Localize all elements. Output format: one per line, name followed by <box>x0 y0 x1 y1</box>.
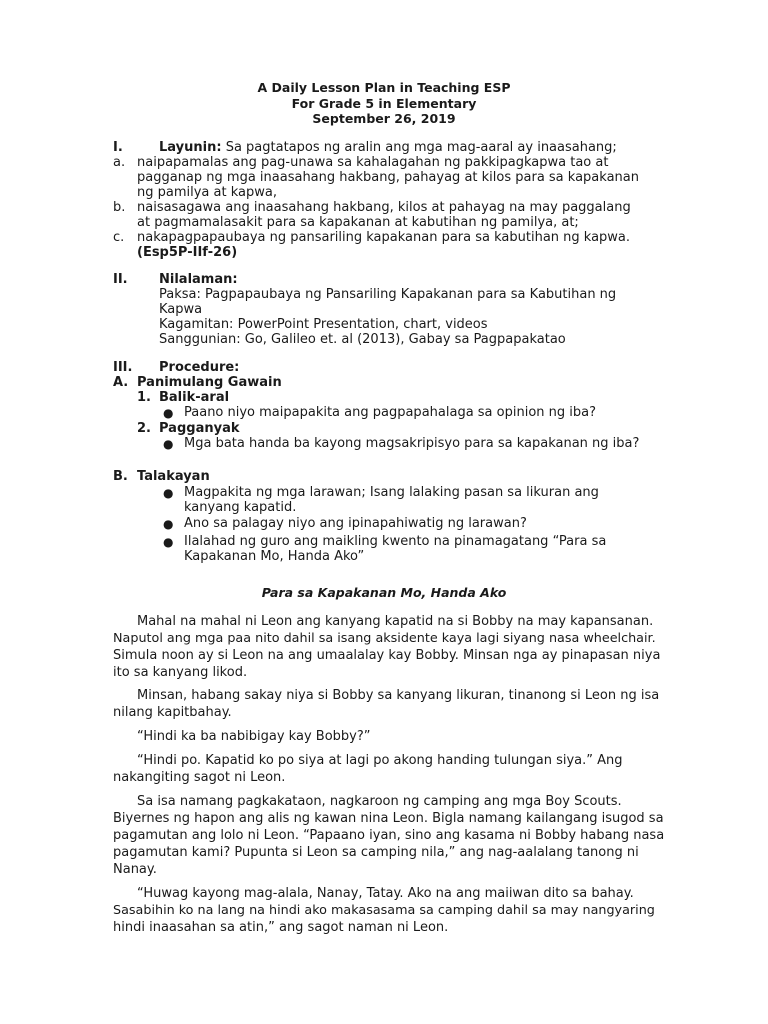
bullet-icon: ● <box>163 517 174 531</box>
story-p5-line-5: Nanay. <box>113 862 157 877</box>
objective-a-line-1: naipapamalas ang pag-unawa sa kahalagahan ng pakkipagkapwa tao at <box>137 155 609 170</box>
section-number-ii: II. <box>113 272 128 287</box>
content-materials: Kagamitan: PowerPoint Presentation, chart, videos <box>159 317 488 332</box>
story-p6-line-3: hindi inaasahan sa atin,” ang sagot naman ni Leon. <box>113 920 449 935</box>
objectives-heading: Layunin: <box>159 140 222 155</box>
document-title: A Daily Lesson Plan in Teaching ESP <box>257 80 511 95</box>
story-p5-line-3: pagamutan ang lolo ni Leon. “Papaano iyan, sino ang kasama ni Bobby habang nasa <box>113 828 665 843</box>
bullet-icon: ● <box>163 406 174 420</box>
story-title: Para sa Kapakanan Mo, Handa Ako <box>261 585 507 600</box>
section-b-marker: B. <box>113 469 128 484</box>
section-a-marker: A. <box>113 375 129 390</box>
story-p3-line-1: “Hindi ka ba nabibigay kay Bobby?” <box>137 729 371 744</box>
bullet-icon: ● <box>163 486 174 500</box>
story-p6-line-1: “Huwag kayong mag-alala, Nanay, Tatay. Ako na ang maiiwan dito sa bahay. <box>137 886 634 901</box>
document-date: September 26, 2019 <box>312 111 456 126</box>
story-p1-line-4: ito sa kanyang likod. <box>113 665 248 680</box>
story-p1-line-1: Mahal na mahal ni Leon ang kanyang kapatid na si Bobby na may kapansanan. <box>137 614 654 629</box>
sub2-marker: 2. <box>137 421 151 436</box>
objective-c-marker: c. <box>113 230 125 245</box>
sub2-title: Pagganyak <box>159 421 240 436</box>
content-references: Sanggunian: Go, Galileo et. al (2013), Gabay sa Pagpapakatao <box>159 332 566 347</box>
curriculum-code: (Esp5P-IIf-26) <box>137 245 238 260</box>
content-topic-line-2: Kapwa <box>159 302 203 317</box>
story-p2-line-1: Minsan, habang sakay niya si Bobby sa kanyang likuran, tinanong si Leon ng isa <box>137 688 660 703</box>
story-p1-line-3: Simula noon ay si Leon na ang umaalalay kay Bobby. Minsan nga ay pinapasan niya <box>113 648 661 663</box>
sub2-bullet-text: Mga bata handa ba kayong magsakripisyo para sa kapakanan ng iba? <box>184 436 640 451</box>
story-p5-line-4: pagamutan kami? Pupunta si Leon sa camping nila,” ang nag-aalalang tanong ni <box>113 845 639 860</box>
objectives-intro: Sa pagtatapos ng aralin ang mga mag-aaral ay inaasahang; <box>221 140 617 155</box>
objective-a-line-3: ng pamilya at kapwa, <box>137 185 277 200</box>
objective-a-marker: a. <box>113 155 126 170</box>
talakayan-bullet-3-line-1: Ilalahad ng guro ang maikling kwento na pinamagatang “Para sa <box>184 534 607 549</box>
talakayan-bullet-2: Ano sa palagay niyo ang ipinapahiwatig ng larawan? <box>184 516 527 531</box>
sub1-marker: 1. <box>137 390 151 405</box>
story-p1-line-2: Naputol ang mga paa nito dahil sa isang aksidente kaya lagi siyang nasa wheelchair. <box>113 631 656 646</box>
bullet-icon: ● <box>163 437 174 451</box>
content-topic-line-1: Paksa: Pagpapaubaya ng Pansariling Kapakanan para sa Kabutihan ng <box>159 287 617 302</box>
section-number-iii: III. <box>113 360 133 375</box>
story-p4-line-2: nakangiting sagot ni Leon. <box>113 770 286 785</box>
objective-b-line-2: at pagmamalasakit para sa kapakanan at kabutihan ng pamilya, at; <box>137 215 579 230</box>
procedure-heading: Procedure: <box>159 360 240 375</box>
objective-b-marker: b. <box>113 200 126 215</box>
content-heading: Nilalaman: <box>159 272 238 287</box>
section-number-i: I. <box>113 140 123 155</box>
story-p6-line-2: Sasabihin ko na lang na hindi ako makasasama sa camping dahil sa may nangyaring <box>113 903 655 918</box>
talakayan-bullet-3-line-2: Kapakanan Mo, Handa Ako” <box>184 549 365 564</box>
document-grade: For Grade 5 in Elementary <box>291 96 477 111</box>
sub1-bullet-text: Paano niyo maipapakita ang pagpapahalaga sa opinion ng iba? <box>184 405 597 420</box>
objective-b-line-1: naisasagawa ang inaasahang hakbang, kilos at pahayag na may paggalang <box>137 200 631 215</box>
objectives-line <box>159 140 617 156</box>
talakayan-bullet-1-line-2: kanyang kapatid. <box>184 500 297 515</box>
bullet-icon: ● <box>163 535 174 549</box>
sub1-title: Balik-aral <box>159 390 230 405</box>
story-p4-line-1: “Hindi po. Kapatid ko po siya at lagi po akong handing tulungan siya.” Ang <box>137 753 623 768</box>
section-b-title: Talakayan <box>137 469 210 484</box>
story-p5-line-1: Sa isa namang pagkakataon, nagkaroon ng camping ang mga Boy Scouts. <box>137 794 622 809</box>
story-p2-line-2: nilang kapitbahay. <box>113 705 232 720</box>
objective-a-line-2: pagganap ng mga inaasahang hakbang, pahayag at kilos para sa kapakanan <box>137 170 639 185</box>
story-p5-line-2: Biyernes ng hapon ang alis ng kawan nina Leon. Bigla namang kailangang isugod sa <box>113 811 664 826</box>
talakayan-bullet-1-line-1: Magpakita ng mga larawan; Isang lalaking pasan sa likuran ang <box>184 485 599 500</box>
objective-c-line-1: nakapagpapaubaya ng pansariling kapakanan para sa kabutihan ng kapwa. <box>137 230 631 245</box>
section-a-title: Panimulang Gawain <box>137 375 282 390</box>
